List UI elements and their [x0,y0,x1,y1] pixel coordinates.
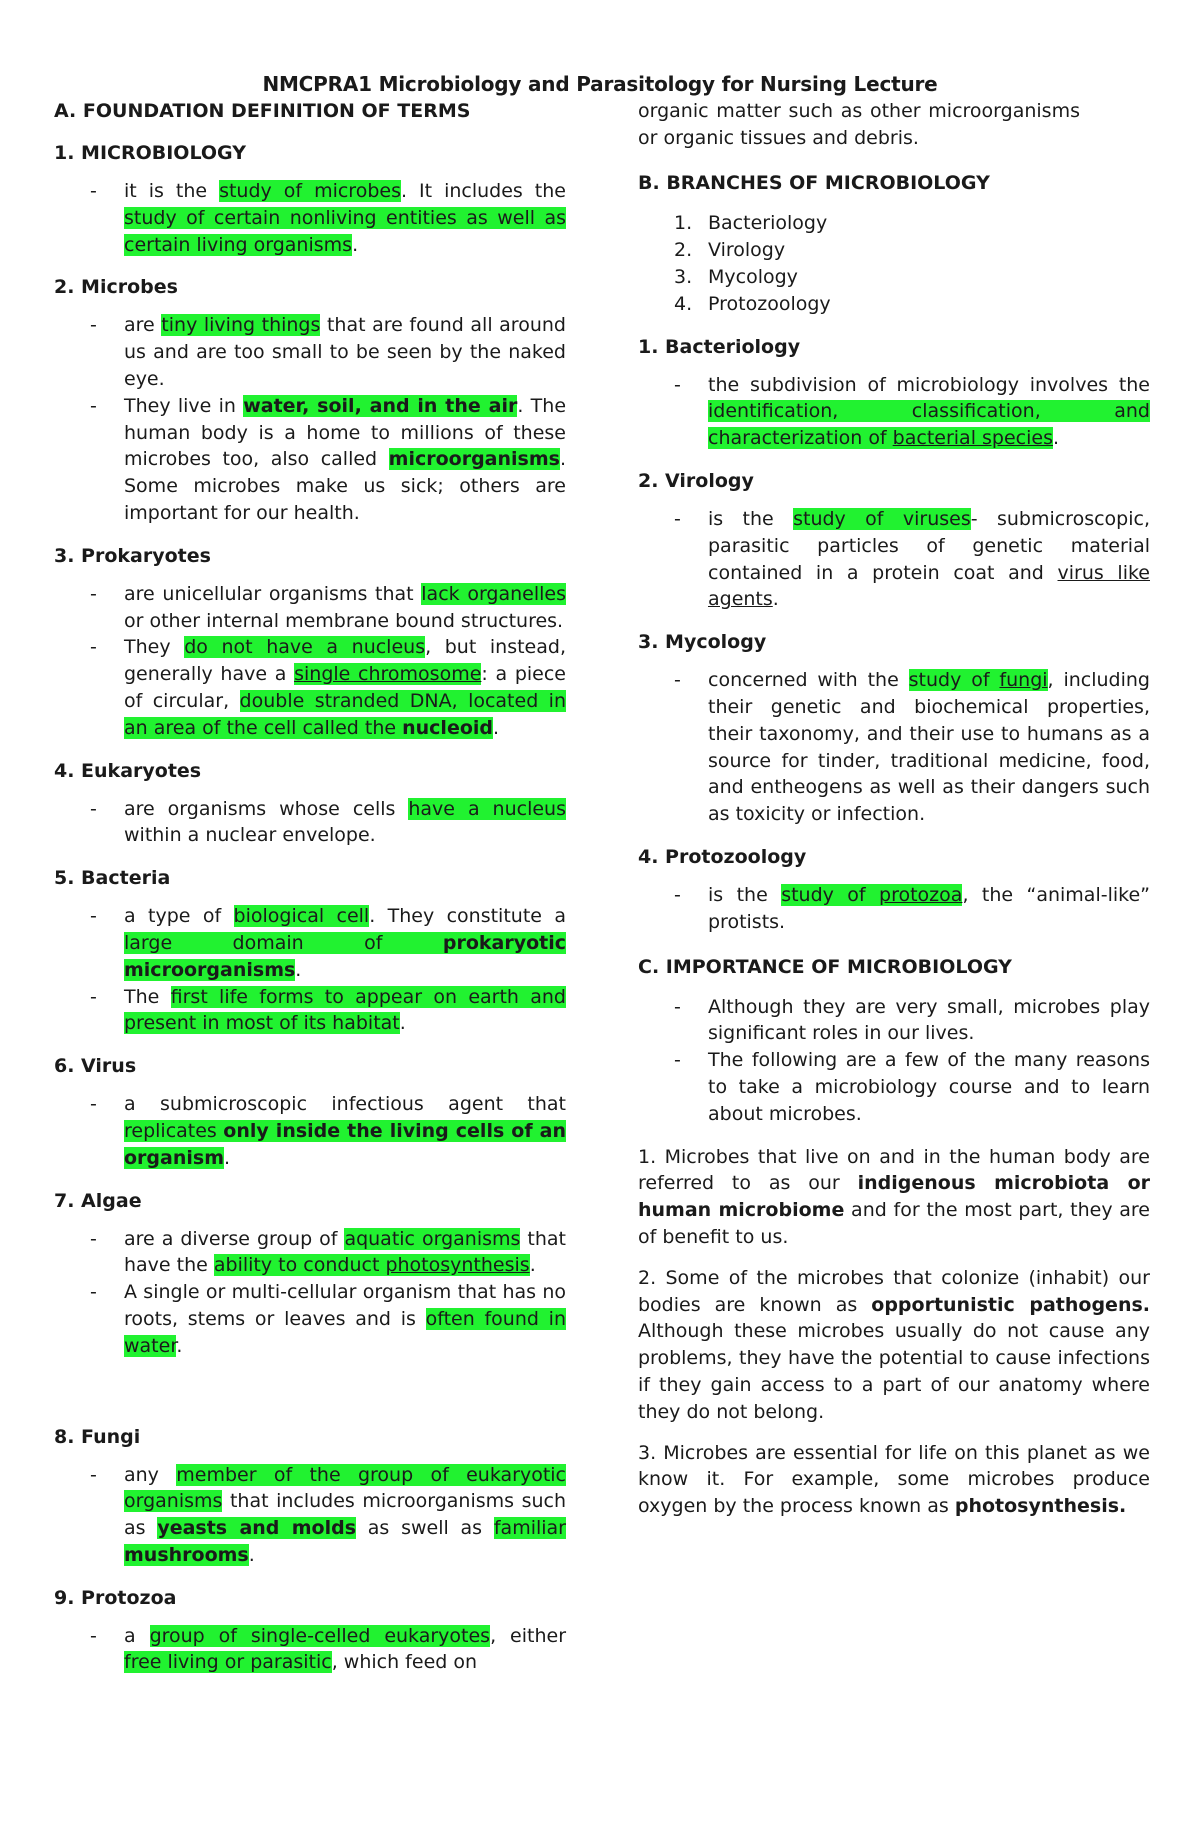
highlight: prokaryotic microorganisms [124,931,566,981]
list-item: - are tiny living things that are found all around us and are too small to be seen by the naked eye. [54,312,566,392]
list-item: - A single or multi-cellular organism that has no roots, stems or leaves and is often found in water. [54,1279,566,1359]
importance-paragraph-3: 3. Microbes are essential for life on this planet as we know it. For example, some microbes produce oxygen by the process known as photosynthesis. [638,1441,1150,1518]
highlight: ability to conduct [213,1254,386,1277]
protozoa-definition-continued: organic matter such as other microorganisms or organic tissues and debris. [638,100,1080,149]
highlight: study of certain nonliving entities as well as certain living organisms [124,206,566,256]
importance-paragraph-1: 1. Microbes that live on and in the human body are referred to as our indigenous microbiota or human microbiome and for the most part, they are of benefit to us. [638,1145,1150,1248]
list-item: - any member of the group of eukaryotic organisms that includes microorganisms such as yeasts and molds as swell as familiar mushrooms. [54,1462,566,1569]
highlight: nucleoid [402,716,493,739]
highlight: often found in water [124,1307,566,1357]
list-item: - the subdivision of microbiology involves the identification, classification, and characterization of bacterial species. [638,372,1150,452]
list-item: - concerned with the study of fungi, including their genetic and biochemical properties, their taxonomy, and their use to humans as a source for tinder, traditional medicine, food, and entheogens as well as their dangers such as toxicity or infection. [638,667,1150,828]
left-column [54,98,566,1676]
section-heading-b: B. BRANCHES OF MICROBIOLOGY [638,171,990,194]
highlight: first life forms to appear on earth and present in most of its habitat [124,985,566,1035]
highlight: tiny living things [161,314,321,337]
term-heading-protozoa: 9. Protozoa [54,1586,177,1609]
branch-heading-virology: 2. Virology [638,469,754,492]
list-item: 4. Protozoology [674,292,831,315]
highlight: only inside the living cells of an organism [124,1119,566,1169]
highlight: mushrooms [124,1543,249,1566]
document-title: NMCPRA1 Microbiology and Parasitology for Nursing Lecture [262,72,938,96]
protozoology-definition [638,882,1150,936]
highlight: photosynthesis [385,1254,530,1277]
term-heading-prokaryotes: 3. Prokaryotes [54,544,211,567]
list-item: - a type of biological cell. They constitute a large domain of prokaryotic microorganisms. [54,903,566,983]
highlight: double stranded DNA, located in an area of the cell called the [124,689,566,739]
highlight: replicates [124,1119,224,1142]
term-heading-microbiology: 1. MICROBIOLOGY [54,142,246,164]
list-item: 1. Bacteriology [674,211,828,234]
list-item: - are unicellular organisms that lack organelles or other internal membrane bound structures. [54,581,566,635]
highlight: study of microbes [219,180,401,202]
importance-paragraph-2: 2. Some of the microbes that colonize (inhabit) our bodies are known as opportunistic pathogens. Although these microbes usually do not cause any problems, they have the potential to cause infections if they gain access to a part of our anatomy where they do not belong. [638,1266,1150,1423]
highlight: do not have a nucleus [184,636,426,659]
highlight: have a nucleus [408,797,566,820]
highlight: member of the group of eukaryotic organisms [124,1463,566,1513]
highlight: familiar [493,1517,566,1540]
list-item: 2. Virology [674,238,786,261]
protozoa-definition [54,1623,566,1677]
branch-heading-protozoology: 4. Protozoology [638,845,807,868]
highlight: water, soil, and in the air [243,394,518,417]
highlight: large domain of [124,931,443,954]
eukaryotes-definition [54,796,566,850]
microbiology-definition [54,178,566,258]
fungi-definition [54,1462,566,1569]
term-heading-eukaryotes: 4. Eukaryotes [54,759,202,782]
branches-list [638,210,1150,318]
algae-definition [54,1226,566,1360]
list-item: - The first life forms to appear on earth and present in most of its habitat. [54,984,566,1038]
highlight: lack organelles [421,582,567,605]
bacteria-definition [54,903,566,1037]
term-heading-virus: 6. Virus [54,1055,137,1078]
virus-definition [54,1091,566,1171]
list-item: - are a diverse group of aquatic organisms that have the ability to conduct photosynthesis. [54,1226,566,1280]
highlight: group of single-celled eukaryotes [149,1624,491,1647]
list-item: - is the study of protozoa, the “animal-like” protists. [638,882,1150,936]
term-heading-algae: 7. Algae [54,1189,142,1212]
term-heading-microbes: 2. Microbes [54,276,178,299]
highlight: yeasts and molds [157,1517,357,1540]
highlight: study of [908,669,1000,692]
list-item: - They live in water, soil, and in the air. The human body is a home to millions of these microbes too, also called microorganisms. Some microbes make us sick; others are important for our health. [54,393,566,527]
importance-bullets [638,994,1150,1128]
list-item: - is the study of viruses- submicroscopic, parasitic particles of genetic material contained in a protein coat and virus like agents. [638,506,1150,613]
branch-heading-bacteriology: 1. Bacteriology [638,335,801,358]
list-item: - a group of single-celled eukaryotes, either free living or parasitic, which feed on [54,1623,566,1677]
virology-definition [638,506,1150,613]
list-item: - The following are a few of the many reasons to take a microbiology course and to learn about microbes. [638,1047,1150,1127]
prokaryotes-definition [54,581,566,742]
highlight: protozoa [879,883,963,906]
list-item: - a submicroscopic infectious agent that replicates only inside the living cells of an organism. [54,1091,566,1171]
term-heading-fungi: 8. Fungi [54,1425,141,1448]
highlight: biological cell [233,905,370,928]
highlight: aquatic organisms [344,1227,521,1250]
right-column [638,98,1150,1534]
highlight: identification, classification, and characterization of [708,400,1150,450]
section-heading-a: A. FOUNDATION DEFINITION OF TERMS [54,100,471,122]
list-item: - are organisms whose cells have a nucleus within a nuclear envelope. [54,796,566,850]
highlight: microorganisms [388,448,560,471]
list-item: 3. Mycology [674,265,798,288]
highlight: study of [781,883,880,906]
term-heading-bacteria: 5. Bacteria [54,867,171,890]
highlight: bacterial species [892,427,1053,450]
list-item: - They do not have a nucleus, but instead, generally have a single chromosome: a piece of circular, double stranded DNA, located in an area of the cell called the nucleoid. [54,634,566,741]
highlight: fungi [999,669,1048,692]
highlight: free living or parasitic [124,1651,332,1674]
list-item: - it is the study of microbes. It includes the study of certain nonliving entities as well as certain living organisms. [54,178,566,258]
branch-heading-mycology: 3. Mycology [638,631,767,654]
highlight: single chromosome [294,663,482,686]
list-item: - Although they are very small, microbes play significant roles in our lives. [638,994,1150,1048]
bacteriology-definition [638,372,1150,452]
microbes-definition [54,312,566,526]
section-heading-c: C. IMPORTANCE OF MICROBIOLOGY [638,955,1012,978]
highlight: study of viruses [793,507,971,530]
mycology-definition [638,667,1150,828]
